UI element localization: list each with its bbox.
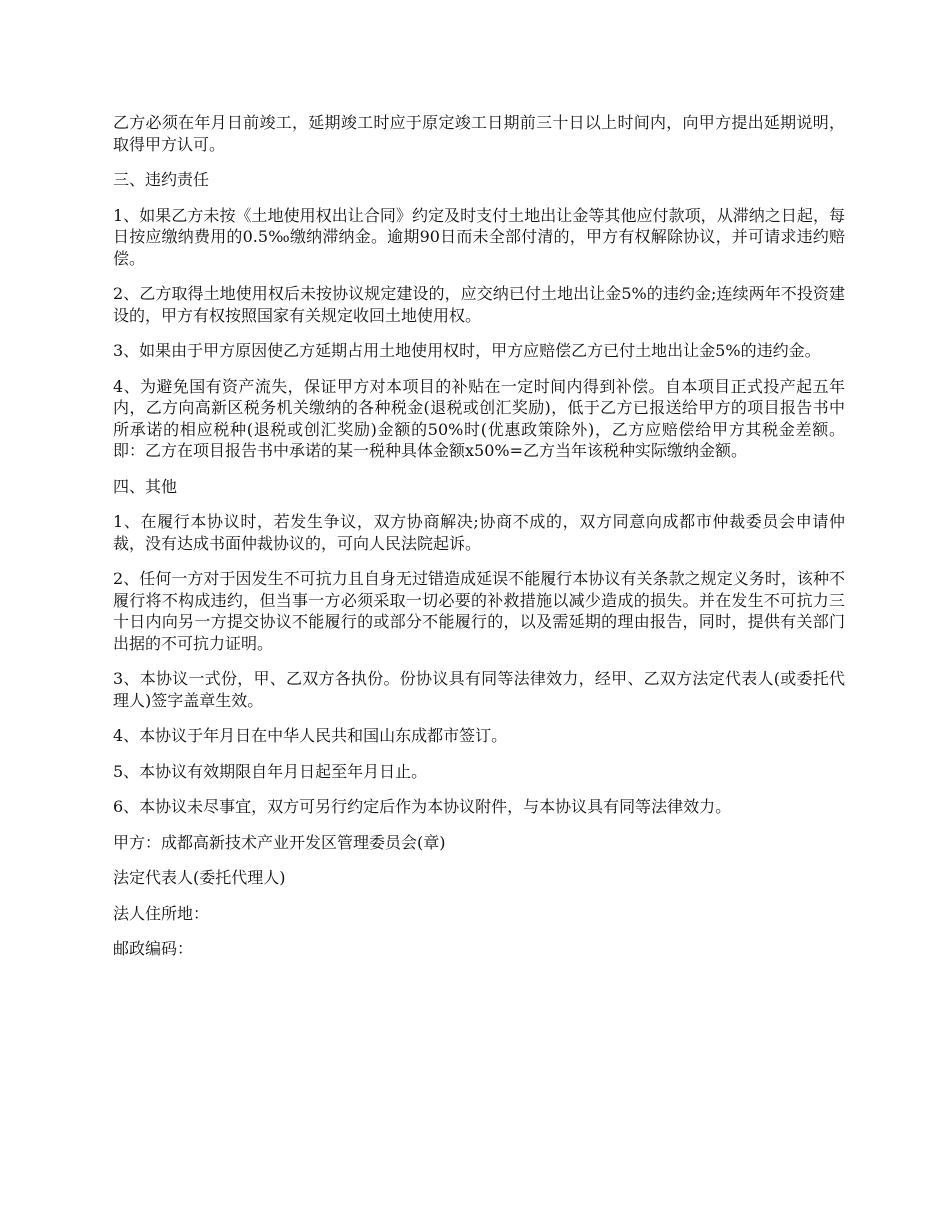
clause-tax-compensation: 4、为避免国有资产流失，保证甲方对本项目的补贴在一定时间内得到补偿。自本项目正式投产起五年内，乙方向高新区税务机关缴纳的各种税金(退税或创汇奖励)，低于乙方已报送给甲方的项目报告书中所承诺的相应税种(退税或创汇奖励)金额的50%时(优惠政策除外)，乙方应赔偿给甲方其税金差额。即：乙方在项目报告书中承诺的某一税种具体金额x50%=乙方当年该税种实际缴纳金额。 <box>113 376 845 460</box>
section-heading-other: 四、其他 <box>113 476 178 496</box>
completion-deadline-paragraph: 乙方必须在年月日前竣工，延期竣工时应于原定竣工日期前三十日以上时间内，向甲方提出延期说明，取得甲方认可。 <box>113 113 845 154</box>
clause-delayed-occupation: 3、如果由于甲方原因使乙方延期占用土地使用权时，甲方应赔偿乙方已付土地出让金5%的违约金。 <box>113 341 821 360</box>
party-a-name: 甲方：成都高新技术产业开发区管理委员会(章) <box>113 832 446 852</box>
section-heading-breach-liability: 三、违约责任 <box>113 170 210 189</box>
clause-construction-default: 2、乙方取得土地使用权后未按协议规定建设的，应交纳已付土地出让金5%的违约金;连续两年不投资建设的，甲方有权按照国家有关规定收回土地使用权。 <box>113 284 845 325</box>
legal-address-label: 法人住所地： <box>113 903 210 923</box>
clause-supplementary: 6、本协议未尽事宜，双方可另行约定后作为本协议附件，与本协议具有同等法律效力。 <box>113 797 732 816</box>
clause-late-payment: 1、如果乙方未按《土地使用权出让合同》约定及时支付土地出让金等其他应付款项，从滞纳之日起，每日按应缴纳费用的0.5‰缴纳滞纳金。逾期90日而未全部付清的，甲方有权解除协议，并可请求违约赔偿。 <box>113 205 845 268</box>
clause-copies-and-effect: 3、本协议一式份，甲、乙双方各执份。份协议具有同等法律效力，经甲、乙双方法定代表人(或委托代理人)签字盖章生效。 <box>113 669 845 710</box>
document-body <box>113 112 845 974</box>
legal-representative-label: 法定代表人(委托代理人) <box>113 868 286 887</box>
postal-code-label: 邮政编码： <box>113 939 194 958</box>
clause-force-majeure: 2、任何一方对于因发生不可抗力且自身无过错造成延误不能履行本协议有关条款之规定义务时，该种不履行将不构成违约，但当事一方必须采取一切必要的补救措施以减少造成的损失。并在发生不可抗力三十日内向另一方提交协议不能履行的或部分不能履行的，以及需延期的理由报告，同时，提供有关部门出据的不可抗力证明。 <box>113 569 845 653</box>
clause-dispute-resolution: 1、在履行本协议时，若发生争议，双方协商解决;协商不成的，双方同意向成都市仲裁委员会申请仲裁，没有达成书面仲裁协议的，可向人民法院起诉。 <box>113 512 845 553</box>
clause-validity-period: 5、本协议有效期限自年月日起至年月日止。 <box>113 761 428 781</box>
clause-signing-place: 4、本协议于年月日在中华人民共和国山东成都市签订。 <box>113 726 508 745</box>
